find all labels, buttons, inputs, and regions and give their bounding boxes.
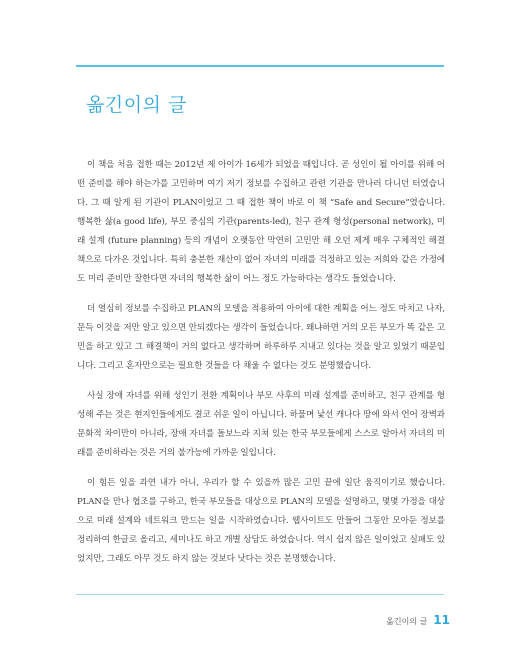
paragraph-2: 더 열심히 정보를 수집하고 PLAN의 모델을 적용하여 아이에 대한 계획을 어느 정도 마치고 나자, 문득 이것을 저만 알고 있으면 안되겠다는 생각이 들었습니다. 왜냐하면 거의 모든 부모가 똑 같은 고민을 하고 있고 그 해결책이 거의 없다고 생각하며 하루하루 지내고 있다는 것을 알고 있었기 때문입니다. 그리고 혼자만으로는 필요한 것들을 다 채울 수 없다는 것도 분명했습니다. [77, 304, 445, 371]
paragraph-1: 이 책을 처음 접한 때는 2012년 제 아이가 16세가 되었을 때입니다. 곧 성인이 될 아이를 위해 어떤 준비를 해야 하는가를 고민하며 여기 저기 정보를 수집하고 관련 기관을 만나러 다니던 터였습니다. 그 때 알게 된 기관이 PLAN이었고 그 때 접한 책이 바로 이 책 “Safe and Secure”였습니다. 행복한 삶(a good life), 부모 중심의 기관(parents-led), 친구 관계 형성(personal network), 미래 설계 (future planning) 등의 개념이 오랫동안 막연히 고민만 해 오던 제게 매우 구체적인 해결책으로 다가온 것입니다. 특히 충분한 재산이 없어 자녀의 미래를 걱정하고 있는 저희와 같은 가정에도 미리 준비만 잘한다면 자녀의 행복한 삶이 어느 정도 가능하다는 생각도 들었습니다. [77, 160, 445, 284]
footer-rule [76, 594, 444, 595]
body-text [77, 156, 445, 569]
page-footer [386, 613, 450, 627]
page-title: 옮긴이의 글 [86, 94, 187, 116]
header-rule [76, 65, 444, 67]
page-number: 11 [433, 613, 450, 627]
running-footer-title: 옮긴이의 글 [386, 617, 428, 626]
paragraph-4: 이 힘든 일을 과연 내가 아니, 우리가 할 수 있을까 많은 고민 끝에 일단 움직이기로 했습니다. PLAN을 만나 협조를 구하고, 한국 부모들을 대상으로 PLAN의 모델을 설명하고, 몇몇 가정을 대상으로 미래 설계와 네트워크 만드는 일을 시작하였습니다. 웹사이트도 만들어 그동안 모아둔 정보를 정리하여 한글로 올리고, 세미나도 하고 개별 상담도 하였습니다. 역시 쉽지 않은 일이었고 실패도 있었지만, 그래도 아무 것도 하지 않는 것보다 낫다는 것은 분명했습니다. [77, 478, 445, 564]
paragraph-3: 사실 장애 자녀를 위해 성인기 전환 계획이나 부모 사후의 미래 설계를 준비하고, 친구 관계를 형성해 주는 것은 현지인들에게도 결코 쉬운 일이 아닙니다. 하물며 낯선 캐나다 땅에 와서 언어 장벽과 문화적 차이만이 아니라, 장애 자녀를 돌보느라 지쳐 있는 한국 부모들에게 스스로 알아서 자녀의 미래를 준비하라는 것은 거의 불가능에 가까운 일입니다. [77, 391, 445, 458]
